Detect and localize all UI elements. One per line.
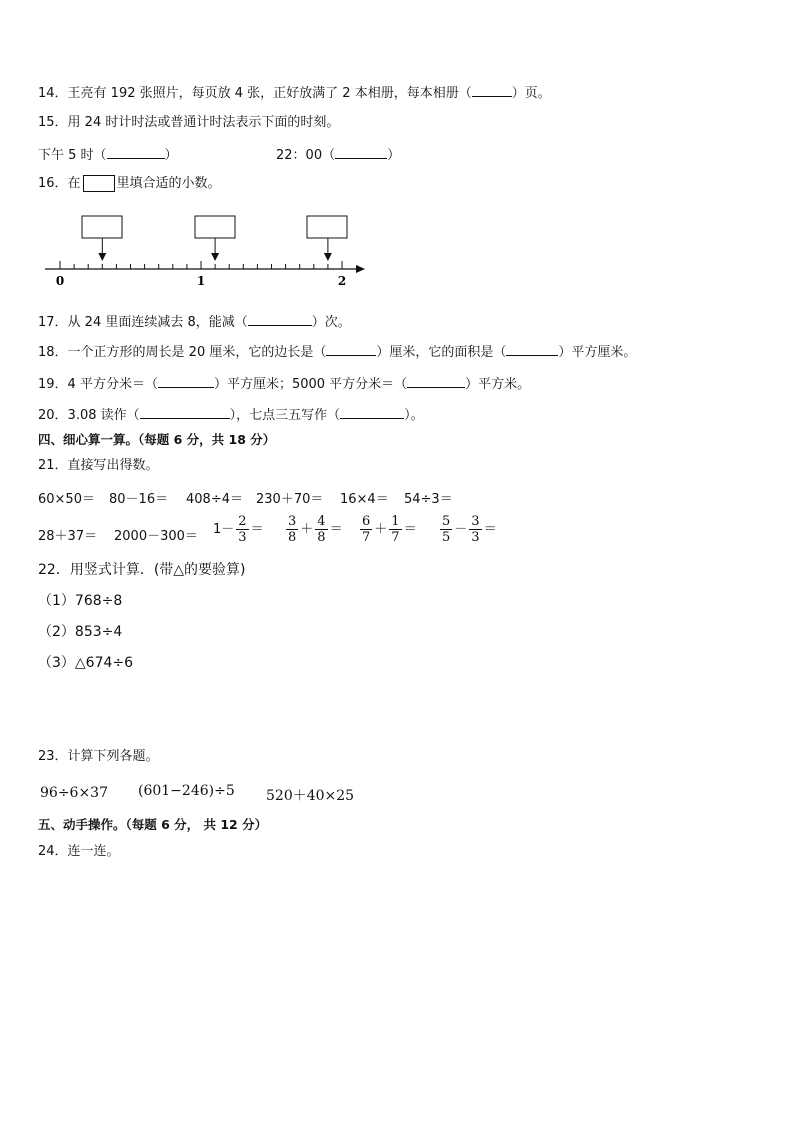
answer-box [82,216,122,238]
question-20: 20．3.08 读作（ ），七点三五写作（ ）。 [38,405,424,425]
fraction: $\frac{2}{3}$ [238,514,247,545]
answer-blank[interactable] [340,405,404,419]
calc-fraction-e: $\frac{6}{7}$ ＋ $\frac{1}{7}$ ＝ [362,514,417,545]
question-18: 18．一个正方形的周长是 20 厘米，它的边长是（ ）厘米，它的面积是（ ）平方厘米。 [38,342,636,362]
calc-item: 230＋70＝ [256,492,324,507]
answer-box [307,216,347,238]
question-19: 19．4 平方分米＝（ ）平方厘米；5000 平方分米＝（ ）平方米。 [38,374,530,394]
answer-blank[interactable] [472,83,512,97]
calc-item: 54÷3＝ [404,492,453,507]
tick-label: 0 [55,274,65,288]
question-15: 15．用 24 时计时法或普通计时法表示下面的时刻。 [38,115,340,130]
calc-item: 60×50＝ [38,492,95,507]
question-14-text: 14．王亮有 192 张照片，每页放 4 张，正好放满了 2 本相册，每本相册（ [38,86,472,101]
answer-box-sample [83,175,115,192]
number-line [40,210,370,290]
question-22-item-2: （2）853÷4 [38,624,123,640]
calc-fraction-f: $\frac{5}{5}$ － $\frac{3}{3}$ ＝ [442,514,497,545]
calc-item: 408÷4＝ [186,492,243,507]
expression-3: 520＋40×25 [266,788,355,804]
section-4-title: 四、细心算一算。（每题 6 分，共 18 分） [38,432,276,447]
calc-item: 28＋37＝ [38,529,98,544]
answer-blank[interactable] [107,145,165,159]
expression-2: (601−246)÷5 [138,783,235,799]
question-22-item-1: （1）768÷8 [38,593,123,609]
question-22-item-3: （3）△674÷6 [38,655,134,671]
answer-box [195,216,235,238]
answer-blank[interactable] [335,145,387,159]
question-15a: 下午 5 时（ ） [38,145,178,165]
tick-label: 1 [196,274,206,288]
answer-blank[interactable] [158,374,214,388]
answer-blank[interactable] [326,342,376,356]
fraction: $\frac{4}{8}$ [317,514,326,545]
fraction: $\frac{1}{7}$ [391,514,400,545]
calc-item: 16×4＝ [340,492,389,507]
answer-blank[interactable] [407,374,465,388]
question-22: 22．用竖式计算．(带△的要验算) [38,562,246,578]
answer-blank[interactable] [506,342,558,356]
question-17: 17．从 24 里面连续减去 8，能减（ ）次。 [38,312,351,332]
tick-label: 2 [337,274,347,288]
fraction: $\frac{3}{3}$ [471,514,480,545]
calc-item: 80－16＝ [109,492,169,507]
section-5-title: 五、动手操作。（每题 6 分， 共 12 分） [38,817,268,832]
calc-item: 2000－300＝ [114,529,198,544]
question-15b: 22：00（ ） [276,145,400,165]
expression-1: 96÷6×37 [40,785,108,801]
question-24: 24．连一连。 [38,844,120,859]
fraction: $\frac{6}{7}$ [362,514,371,545]
question-23: 23．计算下列各题。 [38,749,159,764]
answer-blank[interactable] [140,405,230,419]
fraction: $\frac{3}{8}$ [288,514,297,545]
question-14: 14．王亮有 192 张照片，每页放 4 张，正好放满了 2 本相册，每本相册（ ）页。 [38,83,551,103]
question-21: 21．直接写出得数。 [38,458,159,473]
number-line-arrowhead [356,265,365,273]
answer-blank[interactable] [248,312,312,326]
calc-fraction-c: 1－ $\frac{2}{3}$ ＝ [213,514,264,545]
fraction: $\frac{5}{5}$ [442,514,451,545]
calc-fraction-d: $\frac{3}{8}$ ＋ $\frac{4}{8}$ ＝ [288,514,343,545]
question-16: 16．在 里填合适的小数。 [38,176,221,191]
